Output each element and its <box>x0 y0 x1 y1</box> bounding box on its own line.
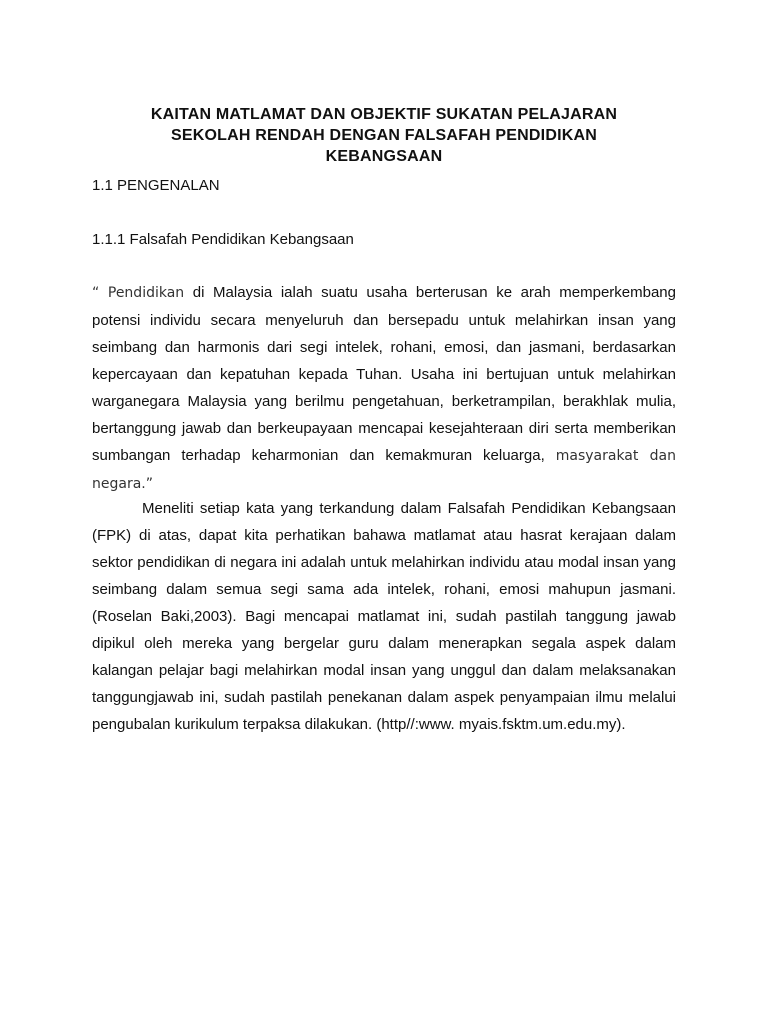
title-line-2: SEKOLAH RENDAH DENGAN FALSAFAH PENDIDIKAN <box>171 127 597 144</box>
section-heading: 1.1 PENGENALAN <box>92 177 220 194</box>
body-paragraph-text: Meneliti setiap kata yang terkandung dalam Falsafah Pendidikan Kebangsaan (FPK) di atas, dapat kita perhatikan bahawa matlamat atau hasrat kerajaan dalam sektor pendidikan di negara ini adalah untuk melahirkan individu atau modal insan yang seimbang dalam semua segi sama ada intelek, rohani, emosi mahupun jasmani. (Roselan Baki,2003). Bagi mencapai matlamat ini, sudah pastilah tanggung jawab dipikul oleh mereka yang bergelar guru dalam menerapkan segala aspek dalam kalangan pelajar bagi melahirkan modal insan yang unggul dan dalam melaksanakan tanggungjawab ini, sudah pastilah penekanan dalam aspek penyampaian ilmu melalui pengubalan kurikulum terpaksa dilakukan. (http//:www. myais.fsktm.um.edu.my). <box>92 500 676 733</box>
body-paragraph <box>92 495 676 738</box>
quote-first-word: Pendidikan <box>107 285 185 301</box>
quote-ending: masyarakat dan negara. <box>92 448 676 492</box>
philosophy-quote <box>92 279 676 498</box>
quote-open-mark: “ <box>92 285 100 301</box>
title-line-1: KAITAN MATLAMAT DAN OBJEKTIF SUKATAN PELAJARAN <box>150 106 618 123</box>
quote-body: di Malaysia ialah suatu usaha berterusan ke arah memperkembang potensi individu secara menyeluruh dan bersepadu untuk melahirkan insan yang seimbang dan harmonis dari segi intelek, rohani, emosi, dan jasmani, berdasarkan kepercayaan dan kepatuhan kepada Tuhan. Usaha ini bertujuan untuk melahirkan warganegara Malaysia yang berilmu pengetahuan, berketrampilan, berakhlak mulia, bertanggung jawab dan berkeupayaan mencapai kesejahteraan diri serta memberikan sumbangan terhadap keharmonian dan kemakmuran keluarga, <box>92 284 676 464</box>
document-title <box>92 104 676 167</box>
subsection-heading: 1.1.1 Falsafah Pendidikan Kebangsaan <box>92 231 354 248</box>
quote-close-mark: ” <box>145 476 154 492</box>
title-line-3: KEBANGSAAN <box>325 148 443 165</box>
